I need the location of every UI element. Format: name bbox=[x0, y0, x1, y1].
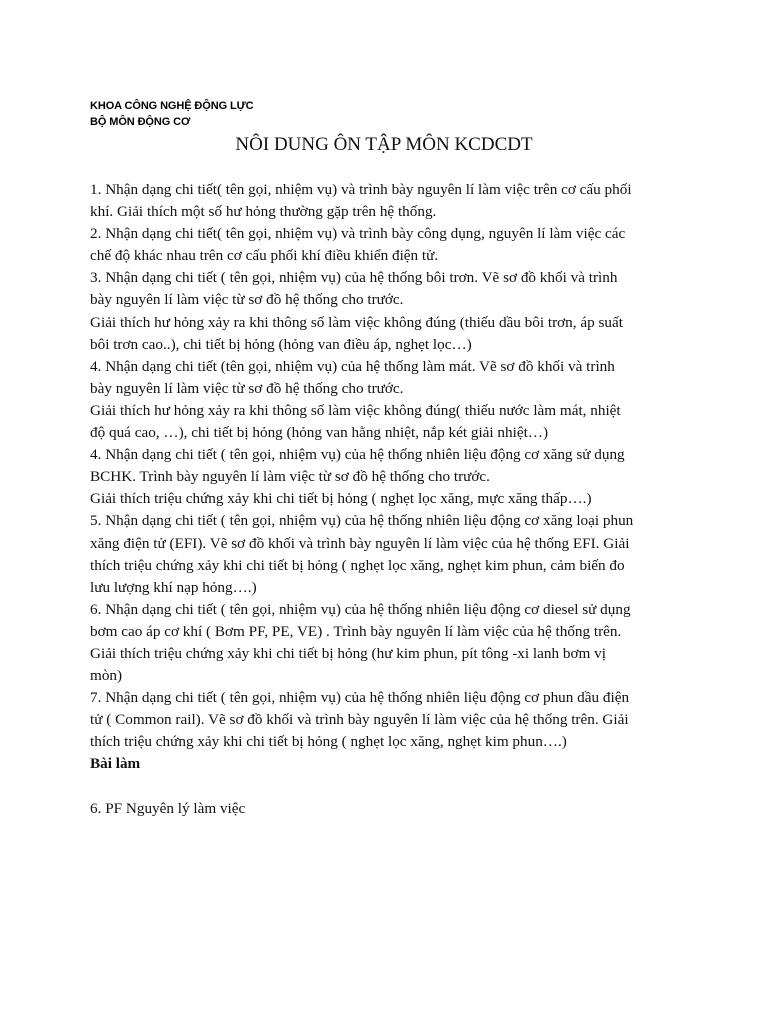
text-line: 2. Nhận dạng chi tiết( tên gọi, nhiệm vụ) và trình bày công dụng, nguyên lí làm việc các bbox=[90, 225, 626, 243]
text-line: 4. Nhận dạng chi tiết (tên gọi, nhiệm vụ) của hệ thống làm mát. Vẽ sơ đồ khối và trình bbox=[90, 357, 615, 375]
question-2 bbox=[90, 223, 680, 267]
question-3 bbox=[90, 267, 680, 355]
question-7 bbox=[90, 687, 680, 753]
answer-line: 6. PF Nguyên lý làm việc bbox=[90, 799, 246, 817]
document-header bbox=[90, 98, 253, 130]
text-line: BCHK. Trình bày nguyên lí làm việc từ sơ đồ hệ thống cho trước. bbox=[90, 468, 490, 486]
text-line: khí. Giải thích một số hư hỏng thường gặp trên hệ thống. bbox=[90, 203, 437, 221]
text-line: thích triệu chứng xảy khi chi tiết bị hỏng ( nghẹt lọc xăng, nghẹt kim phun, cảm biến đo bbox=[90, 556, 625, 574]
text-line: độ quá cao, …), chi tiết bị hỏng (hỏng van hằng nhiệt, nắp két giải nhiệt…) bbox=[90, 424, 549, 442]
text-line: bôi trơn cao..), chi tiết bị hỏng (hỏng van điều áp, nghẹt lọc…) bbox=[90, 335, 472, 353]
page-title: NÔI DUNG ÔN TẬP MÔN KCDCDT bbox=[235, 134, 533, 155]
text-line: 1. Nhận dạng chi tiết( tên gọi, nhiệm vụ) và trình bày nguyên lí làm việc trên cơ cấu phối bbox=[90, 181, 632, 198]
text-line: mòn) bbox=[90, 667, 123, 685]
text-line: 6. Nhận dạng chi tiết ( tên gọi, nhiệm vụ) của hệ thống nhiên liệu động cơ diesel sử dụng bbox=[90, 600, 631, 618]
text-line: 5. Nhận dạng chi tiết ( tên gọi, nhiệm vụ) của hệ thống nhiên liệu động cơ xăng loại phun bbox=[90, 512, 634, 530]
text-line: bơm cao áp cơ khí ( Bơm PF, PE, VE) . Trình bày nguyên lí làm việc của hệ thống trên. bbox=[90, 622, 622, 640]
text-line: Giải thích hư hỏng xảy ra khi thông số làm việc không đúng( thiếu nước làm mát, nhiệt bbox=[90, 401, 621, 419]
text-line: bày nguyên lí làm việc từ sơ đồ hệ thống cho trước. bbox=[90, 379, 404, 397]
text-line: bày nguyên lí làm việc từ sơ đồ hệ thống cho trước. bbox=[90, 291, 404, 309]
question-4-cooling bbox=[90, 356, 680, 444]
question-6 bbox=[90, 599, 680, 687]
question-4-carburetor bbox=[90, 444, 680, 510]
text-line: tử ( Common rail). Vẽ sơ đồ khối và trình bày nguyên lí làm việc của hệ thống trên. Giải bbox=[90, 711, 629, 729]
department-name: BỘ MÔN ĐỘNG CƠ bbox=[90, 116, 191, 128]
text-line: 4. Nhận dạng chi tiết ( tên gọi, nhiệm vụ) của hệ thống nhiên liệu động cơ xăng sử dụng bbox=[90, 446, 625, 464]
question-1 bbox=[90, 179, 680, 223]
text-line: Giải thích hư hỏng xảy ra khi thông số làm việc không đúng (thiếu dầu bôi trơn, áp suất bbox=[90, 313, 623, 331]
document-body bbox=[90, 179, 680, 820]
text-line: chế độ khác nhau trên cơ cấu phối khí điều khiển điện tử. bbox=[90, 247, 439, 265]
text-line: thích triệu chứng xảy khi chi tiết bị hỏng ( nghẹt lọc xăng, nghẹt kim phun….) bbox=[90, 733, 567, 751]
answer-section bbox=[90, 753, 680, 819]
text-line: lưu lượng khí nạp hỏng….) bbox=[90, 578, 257, 596]
text-line: 7. Nhận dạng chi tiết ( tên gọi, nhiệm vụ) của hệ thống nhiên liệu động cơ phun dầu điện bbox=[90, 689, 630, 707]
answer-heading: Bài làm bbox=[90, 755, 141, 773]
question-5 bbox=[90, 510, 680, 598]
faculty-name: KHOA CÔNG NGHỆ ĐỘNG LỰC bbox=[90, 100, 254, 112]
text-line: 3. Nhận dạng chi tiết ( tên gọi, nhiệm vụ) của hệ thống bôi trơn. Vẽ sơ đồ khối và trình bbox=[90, 269, 618, 287]
text-line: Giải thích triệu chứng xảy khi chi tiết bị hỏng (hư kim phun, pít tông -xi lanh bơm vị bbox=[90, 644, 606, 662]
text-line: xăng điện tử (EFI). Vẽ sơ đồ khối và trình bày nguyên lí làm việc của hệ thống EFI. Giải bbox=[90, 534, 630, 552]
text-line: Giải thích triệu chứng xảy khi chi tiết bị hỏng ( nghẹt lọc xăng, mực xăng thấp….) bbox=[90, 490, 592, 508]
blank-line bbox=[90, 776, 680, 798]
